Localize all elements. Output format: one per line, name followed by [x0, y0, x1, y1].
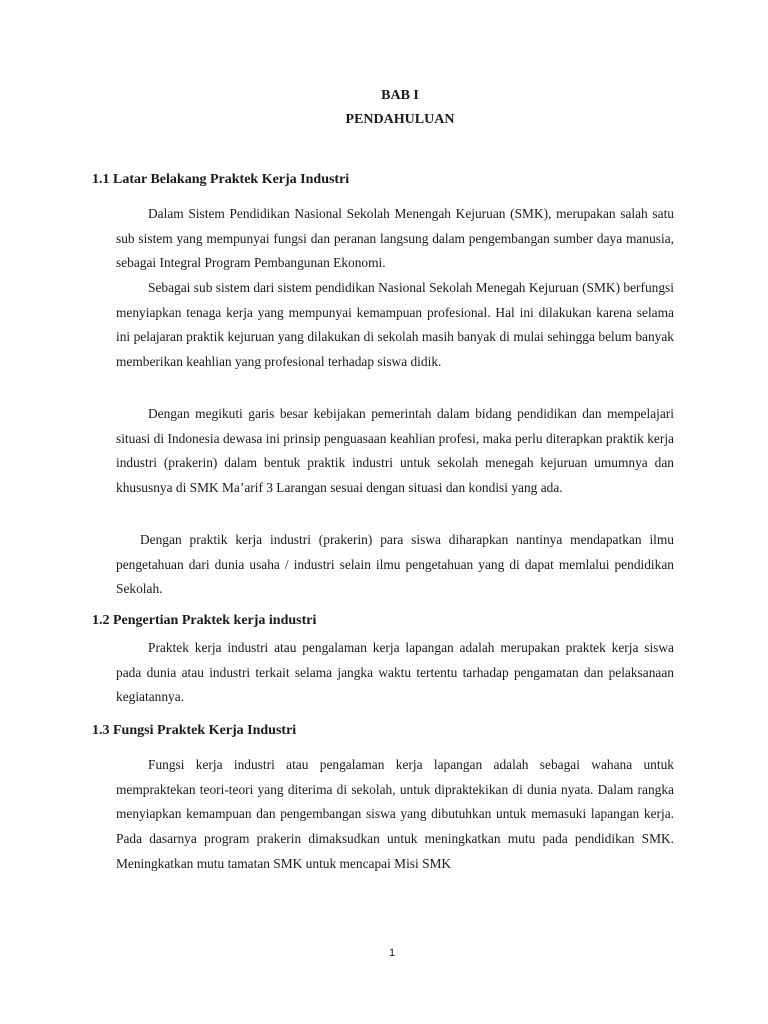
paragraph-1-1-a: Dalam Sistem Pendidikan Nasional Sekolah Menengah Kejuruan (SMK), merupakan salah satu sub sistem yang mempunyai fungsi dan peranan langsung dalam pengembangan sumber daya manusia, sebagai Integral Program Pembangunan Ekonomi.	[116, 206, 674, 271]
chapter-title: PENDAHULUAN	[345, 112, 455, 127]
paragraph-1-1-c: Dengan megikuti garis besar kebijakan pemerintah dalam bidang pendidikan dan mempelajari situasi di Indonesia dewasa ini prinsip penguasaan keahlian profesi, maka perlu diterapkan praktik kerja industri (prakerin) dalam bentuk praktik industri untuk sekolah menegah kejuruan umumnya dan khususnya di SMK Ma’arif 3 Larangan sesuai dengan situasi dan kondisi yang ada.	[116, 406, 674, 496]
paragraph-1-3-a: Fungsi kerja industri atau pengalaman kerja lapangan adalah sebagai wahana untuk mempraktekan teori-teori yang diterima di sekolah, untuk dipraktekikan di dunia nyata. Dalam rangka menyiapkan kemampuan dan pengembangan siswa yang dibutuhkan untuk memasuki lapangan kerja. Pada dasarnya program prakerin dimaksudkan untuk meningkatkan mutu pada pendidikan SMK. Meningkatkan mutu tamatan SMK untuk mencapai Misi SMK	[116, 757, 674, 871]
page-number: 1	[388, 947, 396, 959]
chapter-number: BAB I	[381, 88, 419, 103]
section-heading-1-3: 1.3 Fungsi Praktek Kerja Industri	[92, 723, 297, 738]
paragraph-1-2-a: Praktek kerja industri atau pengalaman kerja lapangan adalah merupakan praktek kerja siswa pada dunia atau industri terkait selama jangka waktu tertentu tarhadap pengamatan dan pelaksanaan kegiatannya.	[116, 640, 674, 705]
section-heading-1-2: 1.2 Pengertian Praktek kerja industri	[92, 613, 317, 628]
section-heading-1-1: 1.1 Latar Belakang Praktek Kerja Industri	[92, 172, 350, 187]
paragraph-1-1-d: Dengan praktik kerja industri (prakerin) para siswa diharapkan nantinya mendapatkan ilmu pengetahuan dari dunia usaha / industri selain ilmu pengetahuan yang di dapat memlalui pendidikan Sekolah.	[116, 532, 674, 597]
paragraph-1-1-b: Sebagai sub sistem dari sistem pendidikan Nasional Sekolah Menegah Kejuruan (SMK) berfungsi menyiapkan tenaga kerja yang mempunyai kemampuan profesional. Hal ini dilakukan karena selama ini pelajaran praktik kejuruan yang dilakukan di sekolah masih banyak di mulai sehingga belum banyak memberikan keahlian yang profesional terhadap siswa didik.	[116, 280, 674, 370]
